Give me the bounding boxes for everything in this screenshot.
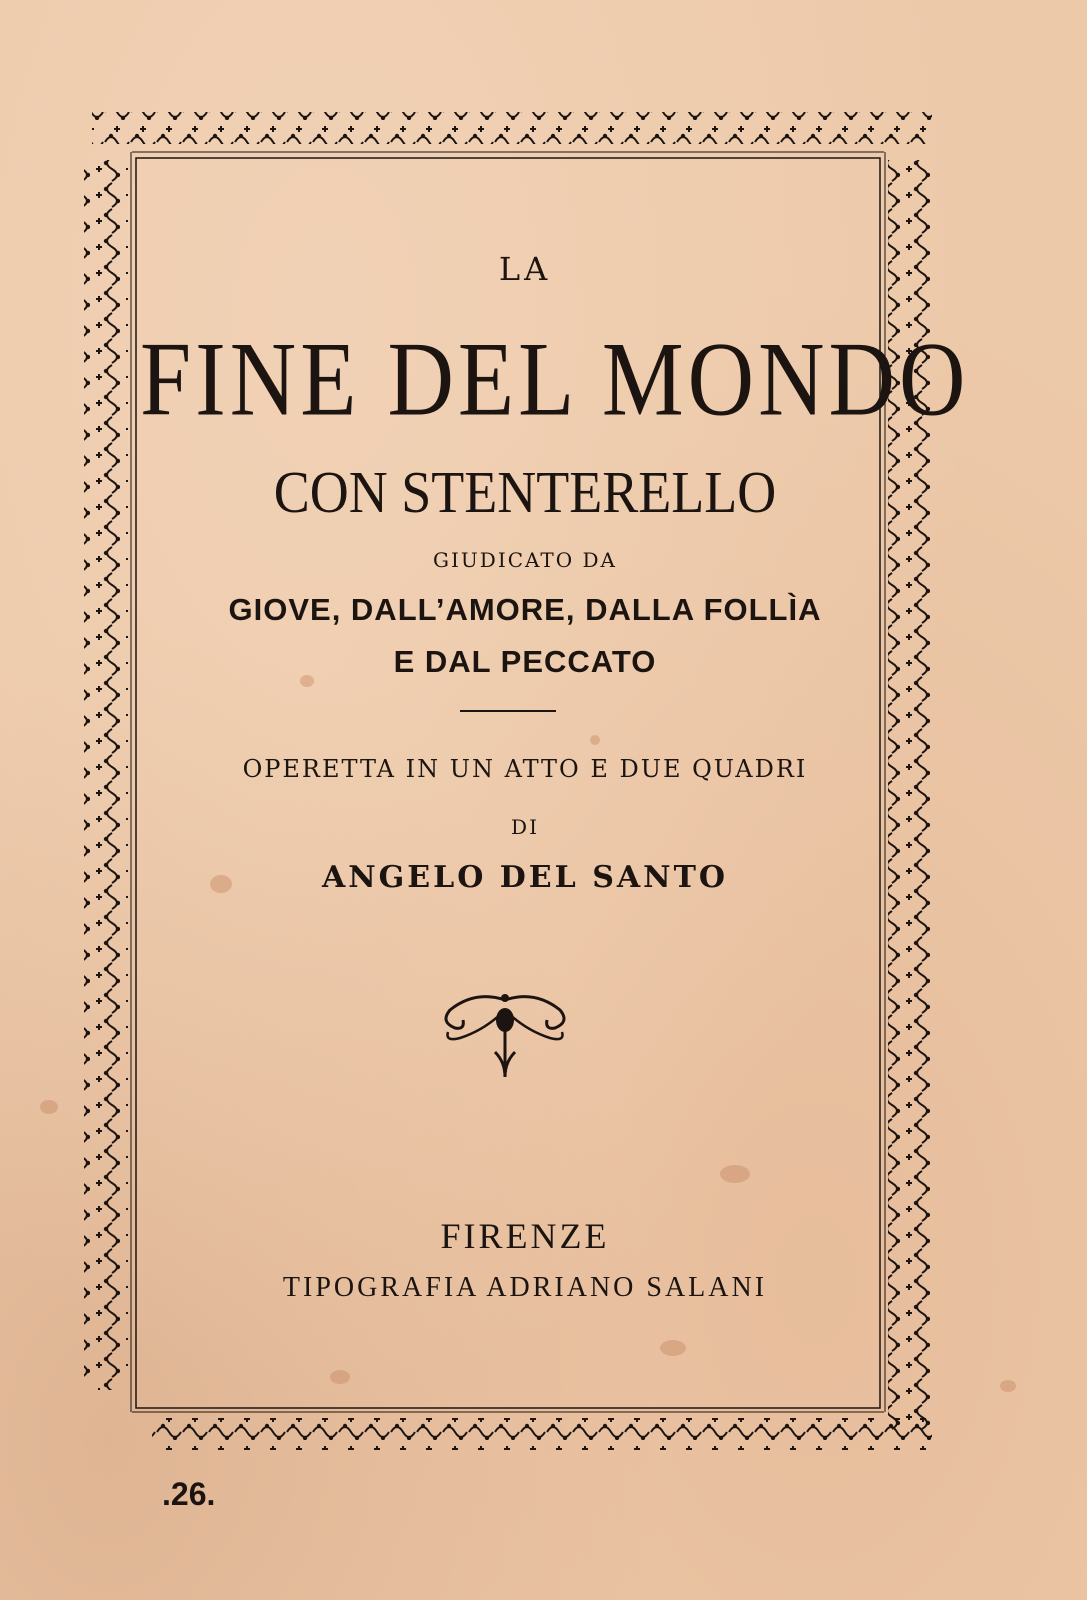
publisher: TIPOGRAFIA ADRIANO SALANI — [282, 1272, 768, 1303]
page-title: FINE DEL MONDO — [140, 320, 970, 438]
subtitle: CON STENTERELLO — [273, 459, 777, 526]
publication-city: FIRENZE — [440, 1216, 610, 1256]
judges-line-1: GIOVE, DALL’AMORE, DALLA FOLLÌA — [228, 592, 822, 627]
series-number: .26. — [162, 1476, 216, 1512]
title-article: LA — [498, 250, 552, 288]
by-label: DI — [511, 815, 539, 839]
genre-line: OPERETTA IN UN ATTO E DUE QUADRI — [242, 755, 808, 783]
fleuron-icon — [440, 990, 570, 1085]
author-name: ANGELO DEL SANTO — [321, 860, 729, 895]
judged-by-label: GIUDICATO DA — [433, 548, 617, 572]
divider — [460, 710, 556, 712]
judges-line-2: E DAL PECCATO — [393, 644, 657, 679]
